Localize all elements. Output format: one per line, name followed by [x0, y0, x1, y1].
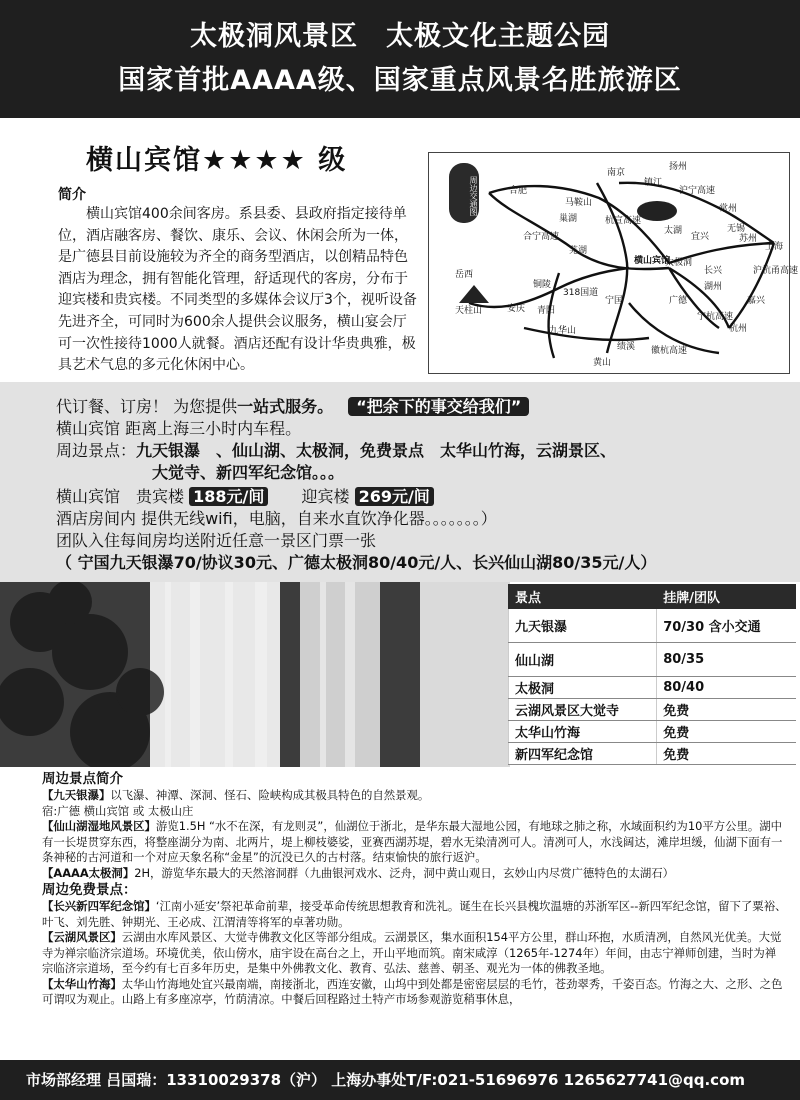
- map-label: 合肥: [509, 186, 528, 196]
- slogan-badge: “把余下的事交给我们”: [348, 397, 529, 416]
- table-cell: 免费: [657, 743, 796, 765]
- map-label: 广德: [669, 296, 688, 306]
- services-row-2: 横山宾馆 距离上海三小时内车程。: [56, 419, 302, 438]
- map-label: 岳西: [455, 270, 474, 280]
- vip-price-badge: 188元/间: [189, 487, 268, 506]
- map-label: 杭宣高速: [605, 216, 642, 226]
- map-label: 宁国: [605, 296, 624, 306]
- map-label: 宁杭高速: [697, 312, 734, 322]
- map-label: 太湖: [664, 226, 683, 236]
- note-stay: 宿:广德 横山宾馆 或 太极山庄: [42, 803, 194, 818]
- map-label: 沪宁高速: [679, 186, 716, 196]
- services-row-6: 酒店房间内 提供无线wifi，电脑，自来水直饮净化器。。。。。。。）: [56, 509, 497, 528]
- map-label: 青阳: [537, 306, 556, 316]
- attractions-notes: [42, 770, 787, 1008]
- map-label: 徽杭高速: [651, 346, 688, 356]
- map-label: 苏州: [739, 234, 758, 244]
- map-label: 绩溪: [617, 342, 636, 352]
- table-cell: 80/35: [657, 643, 796, 677]
- guest-price-badge: 269元/间: [355, 487, 434, 506]
- table-cell: 70/30 含小交通: [657, 609, 796, 643]
- waterfall-photo: [0, 582, 510, 767]
- services-row-4: 大觉寺、新四军纪念馆。。。: [152, 463, 345, 482]
- contact-footer: 市场部经理 吕国瑞：13310029378（沪） 上海办事处T/F:021-51696976 1265627741@qq.com: [0, 1060, 800, 1100]
- note-key: 【九天银瀑】: [42, 788, 111, 802]
- table-header-cell: 景点: [509, 585, 657, 609]
- map-label: 南京: [607, 168, 626, 178]
- map-label: 天柱山: [455, 306, 483, 316]
- table-cell: 仙山湖: [509, 643, 657, 677]
- table-row: [509, 721, 796, 743]
- guest-building-label: 迎宾楼: [301, 487, 350, 506]
- map-label: 太极洞: [665, 258, 693, 268]
- intro-text: 横山宾馆400余间客房。系县委、县政府指定接待单位，酒店融客房、餐饮、康乐、会议、休闲会所为一体，是广德县目前设施较为齐全的商务型酒店，以创精品特色酒店为理念，拥有智能化管理，舒适现代的客房，分布于迎宾楼和贵宾楼。不同类型的多媒体会议厅3个，视听设备先进齐全，可同时为600余人提供会议服务，横山宴会厅可一次性接待1000人就餐。酒店还配有设计华贵典雅，极具艺术气息的多元化休闲中心。: [58, 206, 417, 374]
- table-row: [509, 743, 796, 765]
- map-label: 湖州: [704, 282, 723, 292]
- map-label: 嘉兴: [747, 296, 766, 306]
- table-cell: 80/40: [657, 677, 796, 699]
- map-label: 扬州: [669, 162, 688, 172]
- note-key: 【AAAA太极洞】: [42, 865, 135, 880]
- map-label: 黄山: [593, 358, 612, 368]
- table-row: [509, 643, 796, 677]
- header-line-1: 太极洞风景区 太极文化主题公园: [190, 21, 610, 52]
- one-stop-service: 一站式服务。: [237, 397, 334, 416]
- notes-heading: 周边景点简介: [42, 771, 123, 787]
- services-row-8: （ 宁国九天银瀑70/协议30元、广德太极洞80/40元/人、长兴仙山湖80/35元/人）: [56, 553, 657, 572]
- intro-heading: 简介: [58, 187, 86, 203]
- note-yunhu: [42, 930, 787, 977]
- services-row-7: 团队入住每间房均送附近任意一景区门票一张: [56, 531, 377, 550]
- notes-free-heading: 周边免费景点：: [42, 882, 137, 898]
- map-label: 杭州: [729, 324, 748, 334]
- services-band: [0, 382, 800, 582]
- map-roads: [429, 153, 791, 375]
- table-header-cell: 挂牌/团队: [657, 585, 796, 609]
- header-line-2: 国家首批AAAA级、国家重点风景名胜旅游区: [118, 65, 682, 96]
- services-text: 代订餐、订房！ 为您提供: [56, 397, 238, 416]
- table-cell: 免费: [657, 721, 796, 743]
- note-text: 2H，游览华东最大的天然溶洞群（九曲银河戏水、泛舟，洞中黄山观日，玄妙山内尽赏广德特色的太湖石）: [134, 865, 675, 880]
- map-label: 318国道: [563, 288, 599, 298]
- map-label: 安庆: [507, 304, 526, 314]
- note-taihua: [42, 977, 787, 1008]
- table-cell: 九天银瀑: [509, 609, 657, 643]
- note-key: 【太华山竹海】: [42, 976, 122, 991]
- note-xianshan: [42, 819, 787, 866]
- map-label: 合宁高速: [523, 232, 560, 242]
- room-label: 横山宾馆 贵宾楼: [56, 487, 185, 506]
- nearby-label: 周边景点：: [56, 441, 137, 460]
- map-label: 巢湖: [559, 214, 578, 224]
- note-text: 游览1.5H “水不在深，有龙则灵”，仙湖位于浙北，是华东最大湿地公园，有地球之肺之称，水域面积约为10平方公里。湖中有一长堤贯穿东西，将整座湖分为南、北两片，堤上柳枝婆娑，亚赛西湖苏堤，碧水无染清冽可人。清冽可人，水浅阔达，滩岸坦缓，仙湖下面有一条神秘的古河道和一个对应天象名称“金星”的沉没已久的古村落。结束愉快的旅行返沪。: [42, 819, 783, 864]
- map-badge: 周边交通图: [449, 163, 479, 223]
- map-label: 镇江: [644, 178, 663, 188]
- price-table: [508, 584, 796, 765]
- waterfall-image: [0, 582, 510, 767]
- table-header: [509, 585, 796, 609]
- transport-map: [428, 152, 799, 374]
- note-text: 云湖由水库风景区、大觉寺佛教文化区等部分组成。云湖景区，集水面积154平方公里，群山环抱，水质清冽，自然风光优美。大觉寺为禅宗临济宗道场。环境优美，依山傍水，庙宇设在高台之上，开山平地而筑。南宋咸淳（1265年-1274年）年间，由志宁禅师创建，当时为禅宗临济宗道场，至今约有七百多年历史，是集中外佛教文化、教育、弘法、慈善、朝圣、观光为一体的佛教圣地。: [42, 930, 782, 975]
- note-key: 【仙山湖湿地风景区】: [42, 819, 156, 833]
- table-row: [509, 699, 796, 721]
- note-xinsijun: [42, 899, 787, 930]
- map-label: 马鞍山: [565, 198, 593, 208]
- note-taiji: [42, 866, 787, 882]
- map-label: 铜陵: [533, 280, 552, 290]
- note-text: 太华山竹海地处宜兴最南端，南接浙北，西连安徽，山坞中到处都是密密层层的毛竹，苍劲翠秀，千姿百态。竹海之大、之形、之色可谓叹为观止。山路上有多座凉亭，竹荫清凉。中餐后回程路过土特产市场参观游览稍事休息，: [42, 976, 783, 1006]
- header-banner: [0, 0, 800, 118]
- table-cell: 新四军纪念馆: [509, 743, 657, 765]
- table-cell: 太华山竹海: [509, 721, 657, 743]
- services-row-5: [56, 484, 434, 507]
- services-row-1: [56, 394, 529, 417]
- note-key: 【云湖风景区】: [42, 930, 122, 944]
- hotel-title: 横山宾馆★★★★ 级: [86, 145, 348, 176]
- note-key: 【长兴新四军纪念馆】: [42, 899, 156, 913]
- table-row: [509, 677, 796, 699]
- map-label: 沪杭甬高速: [753, 266, 799, 276]
- map-label: 芜湖: [569, 246, 588, 256]
- map-label: 无锡: [727, 224, 746, 234]
- nearby-spots: 九天银瀑 、仙山湖、太极洞，免费景点 太华山竹海，云湖景区、: [136, 441, 617, 460]
- note-text: 以飞瀑、神潭、深洞、怪石、险峡构成其极具特色的自然景观。: [110, 788, 430, 802]
- table-cell: 云湖风景区大觉寺: [509, 699, 657, 721]
- table-cell: 免费: [657, 699, 796, 721]
- services-row-3: [56, 438, 616, 461]
- map-label: 宜兴: [691, 232, 710, 242]
- map-label: 常州: [719, 204, 738, 214]
- note-text: ‘江南小延安’祭祀革命前辈，接受革命传统思想教育和洗礼。诞生在长兴县槐坎温塘的苏浙军区--新四军纪念馆，留下了粟裕、叶飞、刘先胜、钟期光、王必成、江渭清等将军的卓著功勋。: [42, 899, 787, 929]
- map-label: 上海: [765, 242, 784, 252]
- table-row: [509, 609, 796, 643]
- map-label: 横山宾馆: [634, 256, 671, 266]
- map-label: 长兴: [704, 266, 723, 276]
- table-cell: 太极洞: [509, 677, 657, 699]
- note-jiutian: [42, 788, 787, 804]
- map-label: 九华山: [549, 326, 577, 336]
